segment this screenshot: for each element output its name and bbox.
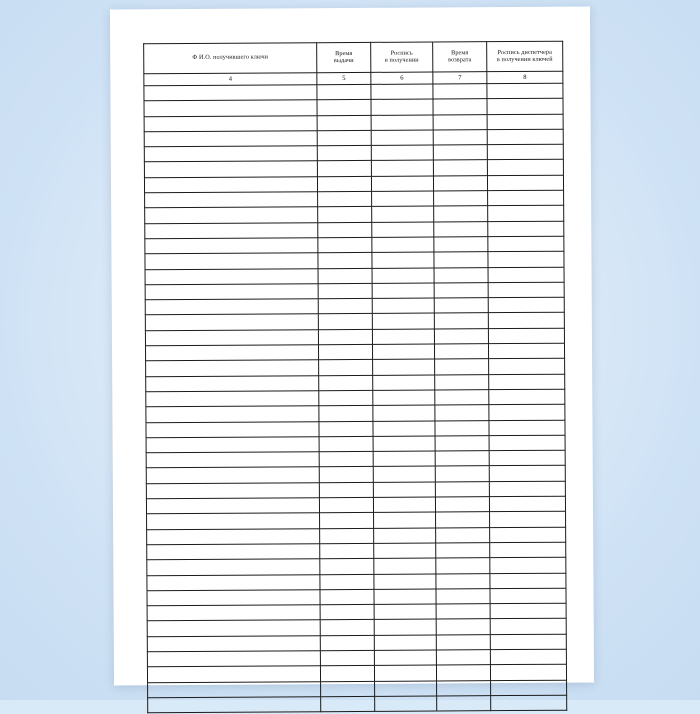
cell-name[interactable] [146,391,319,407]
cell-time-out[interactable] [318,329,372,345]
cell-sign-dispatcher[interactable] [489,359,565,375]
cell-time-out[interactable] [319,497,373,513]
cell-sign-received[interactable] [372,298,434,314]
cell-sign-received[interactable] [373,405,435,421]
cell-time-returned[interactable] [435,497,489,513]
cell-sign-received[interactable] [375,681,437,697]
cell-sign-received[interactable] [371,130,433,146]
cell-time-returned[interactable] [434,328,488,344]
cell-time-returned[interactable] [436,543,490,559]
cell-sign-received[interactable] [374,558,436,574]
column-header-sign-received: Роспись в получении [371,42,433,72]
cell-time-out[interactable] [320,528,374,544]
cell-sign-received[interactable] [373,359,435,375]
cell-time-returned[interactable] [437,696,491,712]
cell-time-out[interactable] [318,253,372,269]
table-row[interactable] [148,695,567,713]
cell-time-out[interactable] [319,390,373,406]
cell-time-returned[interactable] [434,237,488,253]
cell-time-out[interactable] [318,222,372,238]
cell-time-out[interactable] [319,375,373,391]
cell-time-returned[interactable] [434,344,488,360]
column-header-time-returned: Время возврата [433,42,487,72]
cell-sign-received[interactable] [371,160,433,176]
cell-sign-dispatcher[interactable] [488,206,564,222]
cell-sign-received[interactable] [372,268,434,284]
cell-sign-dispatcher[interactable] [488,297,564,313]
cell-sign-dispatcher[interactable] [487,114,563,130]
sheet-content-area [143,41,566,656]
cell-time-out[interactable] [320,650,374,666]
cell-name[interactable] [147,574,320,590]
cell-sign-received[interactable] [373,466,435,482]
cell-sign-dispatcher[interactable] [488,221,564,237]
cell-name[interactable] [145,253,318,269]
cell-time-returned[interactable] [437,680,491,696]
cell-name[interactable] [144,100,317,116]
cell-name[interactable] [147,528,320,544]
cell-time-out[interactable] [321,681,375,697]
cell-sign-dispatcher[interactable] [490,527,566,543]
cell-time-returned[interactable] [436,650,490,666]
cell-time-out[interactable] [318,207,372,223]
cell-time-out[interactable] [318,299,372,315]
cell-sign-dispatcher[interactable] [489,435,565,451]
cell-time-returned[interactable] [434,267,488,283]
cell-name[interactable] [146,498,319,514]
cell-time-out[interactable] [318,237,372,253]
cell-name[interactable] [147,589,320,605]
cell-name[interactable] [145,345,318,361]
cell-sign-received[interactable] [373,497,435,513]
column-number-time-out: 5 [317,72,371,84]
cell-time-out[interactable] [318,314,372,330]
cell-time-returned[interactable] [435,374,489,390]
cell-time-out[interactable] [320,574,374,590]
cell-name[interactable] [146,375,319,391]
cell-time-out[interactable] [317,115,371,131]
cell-time-returned[interactable] [433,84,487,100]
cell-sign-received[interactable] [375,696,437,712]
cell-time-returned[interactable] [434,221,488,237]
cell-name[interactable] [148,681,321,697]
cell-time-returned[interactable] [435,390,489,406]
cell-time-out[interactable] [318,268,372,284]
cell-sign-received[interactable] [374,543,436,559]
cell-time-returned[interactable] [436,558,490,574]
table-header [144,41,563,86]
cell-sign-dispatcher[interactable] [490,512,566,528]
cell-sign-dispatcher[interactable] [488,236,564,252]
cell-sign-dispatcher[interactable] [488,251,564,267]
cell-name[interactable] [145,222,318,238]
cell-sign-received[interactable] [374,573,436,589]
cell-time-returned[interactable] [435,405,489,421]
cell-name[interactable] [146,421,319,437]
cell-name[interactable] [147,620,320,636]
cell-sign-dispatcher[interactable] [487,129,563,145]
cell-sign-received[interactable] [374,604,436,620]
cell-time-out[interactable] [321,696,375,712]
cell-name[interactable] [144,146,317,162]
cell-sign-dispatcher[interactable] [488,267,564,283]
cell-sign-dispatcher[interactable] [489,389,565,405]
cell-name[interactable] [146,452,319,468]
cell-time-out[interactable] [319,467,373,483]
column-header-time-out: Время выдачи [317,42,371,72]
cell-time-returned[interactable] [434,283,488,299]
cell-time-out[interactable] [320,543,374,559]
table-header-row [144,41,563,74]
cell-time-out[interactable] [318,344,372,360]
cell-time-out[interactable] [317,100,371,116]
cell-time-returned[interactable] [435,359,489,375]
cell-sign-received[interactable] [374,665,436,681]
paper-sheet [110,7,594,686]
cell-sign-dispatcher[interactable] [489,496,565,512]
cell-time-returned[interactable] [436,665,490,681]
cell-sign-received[interactable] [374,528,436,544]
cell-time-out[interactable] [320,513,374,529]
cell-sign-dispatcher[interactable] [488,328,564,344]
cell-name[interactable] [147,651,320,667]
cell-name[interactable] [147,544,320,560]
cell-name[interactable] [148,697,321,713]
cell-sign-dispatcher[interactable] [489,481,565,497]
cell-sign-received[interactable] [374,635,436,651]
cell-sign-dispatcher[interactable] [489,404,565,420]
cell-sign-received[interactable] [374,619,436,635]
cell-sign-dispatcher[interactable] [490,664,566,680]
cell-time-out[interactable] [319,451,373,467]
cell-sign-received[interactable] [374,512,436,528]
cell-name[interactable] [144,85,317,101]
cell-time-returned[interactable] [433,130,487,146]
cell-sign-dispatcher[interactable] [490,573,566,589]
cell-time-out[interactable] [320,666,374,682]
cell-name[interactable] [146,482,319,498]
cell-sign-received[interactable] [372,206,434,222]
column-number-sign-dispatcher: 8 [487,71,563,83]
cell-sign-received[interactable] [372,329,434,345]
cell-sign-received[interactable] [373,482,435,498]
cell-name[interactable] [145,284,318,300]
cell-sign-received[interactable] [372,344,434,360]
cell-name[interactable] [146,406,319,422]
cell-time-out[interactable] [317,176,371,192]
cell-time-out[interactable] [320,559,374,575]
cell-time-returned[interactable] [434,298,488,314]
cell-time-returned[interactable] [436,619,490,635]
cell-time-returned[interactable] [436,527,490,543]
cell-sign-received[interactable] [372,191,434,207]
cell-sign-dispatcher[interactable] [490,588,566,604]
cell-sign-dispatcher[interactable] [488,282,564,298]
cell-sign-dispatcher[interactable] [491,695,567,711]
cell-time-out[interactable] [319,482,373,498]
cell-time-returned[interactable] [436,573,490,589]
cell-time-returned[interactable] [433,175,487,191]
cell-sign-received[interactable] [371,176,433,192]
cell-time-returned[interactable] [436,604,490,620]
column-number-sign-received: 6 [371,72,433,84]
cell-sign-dispatcher[interactable] [488,190,564,206]
cell-time-out[interactable] [317,146,371,162]
cell-sign-dispatcher[interactable] [487,144,563,160]
cell-name[interactable] [147,605,320,621]
cell-sign-received[interactable] [371,99,433,115]
cell-sign-received[interactable] [373,390,435,406]
cell-time-returned[interactable] [434,252,488,268]
cell-time-returned[interactable] [435,481,489,497]
cell-sign-received[interactable] [373,451,435,467]
cell-sign-dispatcher[interactable] [487,83,563,99]
cell-time-returned[interactable] [435,466,489,482]
cell-name[interactable] [145,238,318,254]
column-number-name: 4 [144,73,317,86]
cell-time-out[interactable] [320,620,374,636]
cell-time-returned[interactable] [433,160,487,176]
cell-sign-received[interactable] [374,650,436,666]
cell-sign-dispatcher[interactable] [489,450,565,466]
cell-time-out[interactable] [319,360,373,376]
cell-sign-dispatcher[interactable] [487,99,563,115]
cell-sign-received[interactable] [374,589,436,605]
cell-name[interactable] [146,360,319,376]
cell-name[interactable] [146,437,319,453]
cell-time-returned[interactable] [434,191,488,207]
cell-name[interactable] [145,329,318,345]
cell-time-out[interactable] [319,406,373,422]
cell-time-out[interactable] [319,421,373,437]
cell-sign-dispatcher[interactable] [490,619,566,635]
cell-sign-dispatcher[interactable] [490,542,566,558]
cell-sign-received[interactable] [373,375,435,391]
cell-sign-dispatcher[interactable] [490,649,566,665]
cell-sign-dispatcher[interactable] [490,557,566,573]
cell-time-out[interactable] [317,84,371,100]
cell-name[interactable] [147,666,320,682]
cell-time-returned[interactable] [436,512,490,528]
table-body [144,83,567,713]
cell-time-returned[interactable] [436,634,490,650]
key-register-table [143,41,567,714]
cell-sign-dispatcher[interactable] [488,313,564,329]
cell-sign-received[interactable] [372,237,434,253]
cell-sign-dispatcher[interactable] [489,466,565,482]
cell-name[interactable] [146,467,319,483]
cell-time-out[interactable] [320,604,374,620]
cell-time-out[interactable] [320,589,374,605]
cell-name[interactable] [145,192,318,208]
cell-name[interactable] [144,115,317,131]
cell-sign-received[interactable] [373,421,435,437]
cell-time-returned[interactable] [434,206,488,222]
cell-sign-dispatcher[interactable] [488,343,564,359]
cell-sign-dispatcher[interactable] [487,160,563,176]
column-header-name: Ф И.О. получившего ключи [144,43,317,74]
cell-sign-received[interactable] [372,313,434,329]
cell-name[interactable] [145,207,318,223]
cell-time-out[interactable] [320,635,374,651]
cell-sign-received[interactable] [371,115,433,131]
cell-name[interactable] [144,161,317,177]
cell-sign-received[interactable] [371,145,433,161]
cell-name[interactable] [147,635,320,651]
cell-sign-received[interactable] [373,436,435,452]
cell-sign-dispatcher[interactable] [489,420,565,436]
cell-time-out[interactable] [319,436,373,452]
cell-sign-received[interactable] [371,84,433,100]
cell-sign-received[interactable] [372,252,434,268]
cell-name[interactable] [144,176,317,192]
cell-name[interactable] [145,299,318,315]
cell-time-returned[interactable] [435,420,489,436]
cell-sign-dispatcher[interactable] [490,603,566,619]
cell-time-returned[interactable] [435,435,489,451]
cell-time-returned[interactable] [433,99,487,115]
cell-time-out[interactable] [318,191,372,207]
cell-time-returned[interactable] [436,588,490,604]
cell-sign-dispatcher[interactable] [491,680,567,696]
cell-name[interactable] [147,559,320,575]
cell-name[interactable] [144,131,317,147]
cell-sign-dispatcher[interactable] [489,374,565,390]
cell-sign-received[interactable] [372,283,434,299]
cell-time-returned[interactable] [433,114,487,130]
cell-name[interactable] [145,314,318,330]
cell-time-returned[interactable] [435,451,489,467]
cell-time-out[interactable] [318,283,372,299]
cell-time-returned[interactable] [434,313,488,329]
cell-sign-received[interactable] [372,222,434,238]
column-header-sign-dispatcher: Роспись диспетчера в получении ключей [487,41,563,71]
cell-time-out[interactable] [317,161,371,177]
cell-name[interactable] [147,513,320,529]
cell-time-out[interactable] [317,130,371,146]
cell-name[interactable] [145,268,318,284]
cell-sign-dispatcher[interactable] [487,175,563,191]
cell-time-returned[interactable] [433,145,487,161]
column-number-time-returned: 7 [433,72,487,84]
cell-sign-dispatcher[interactable] [490,634,566,650]
